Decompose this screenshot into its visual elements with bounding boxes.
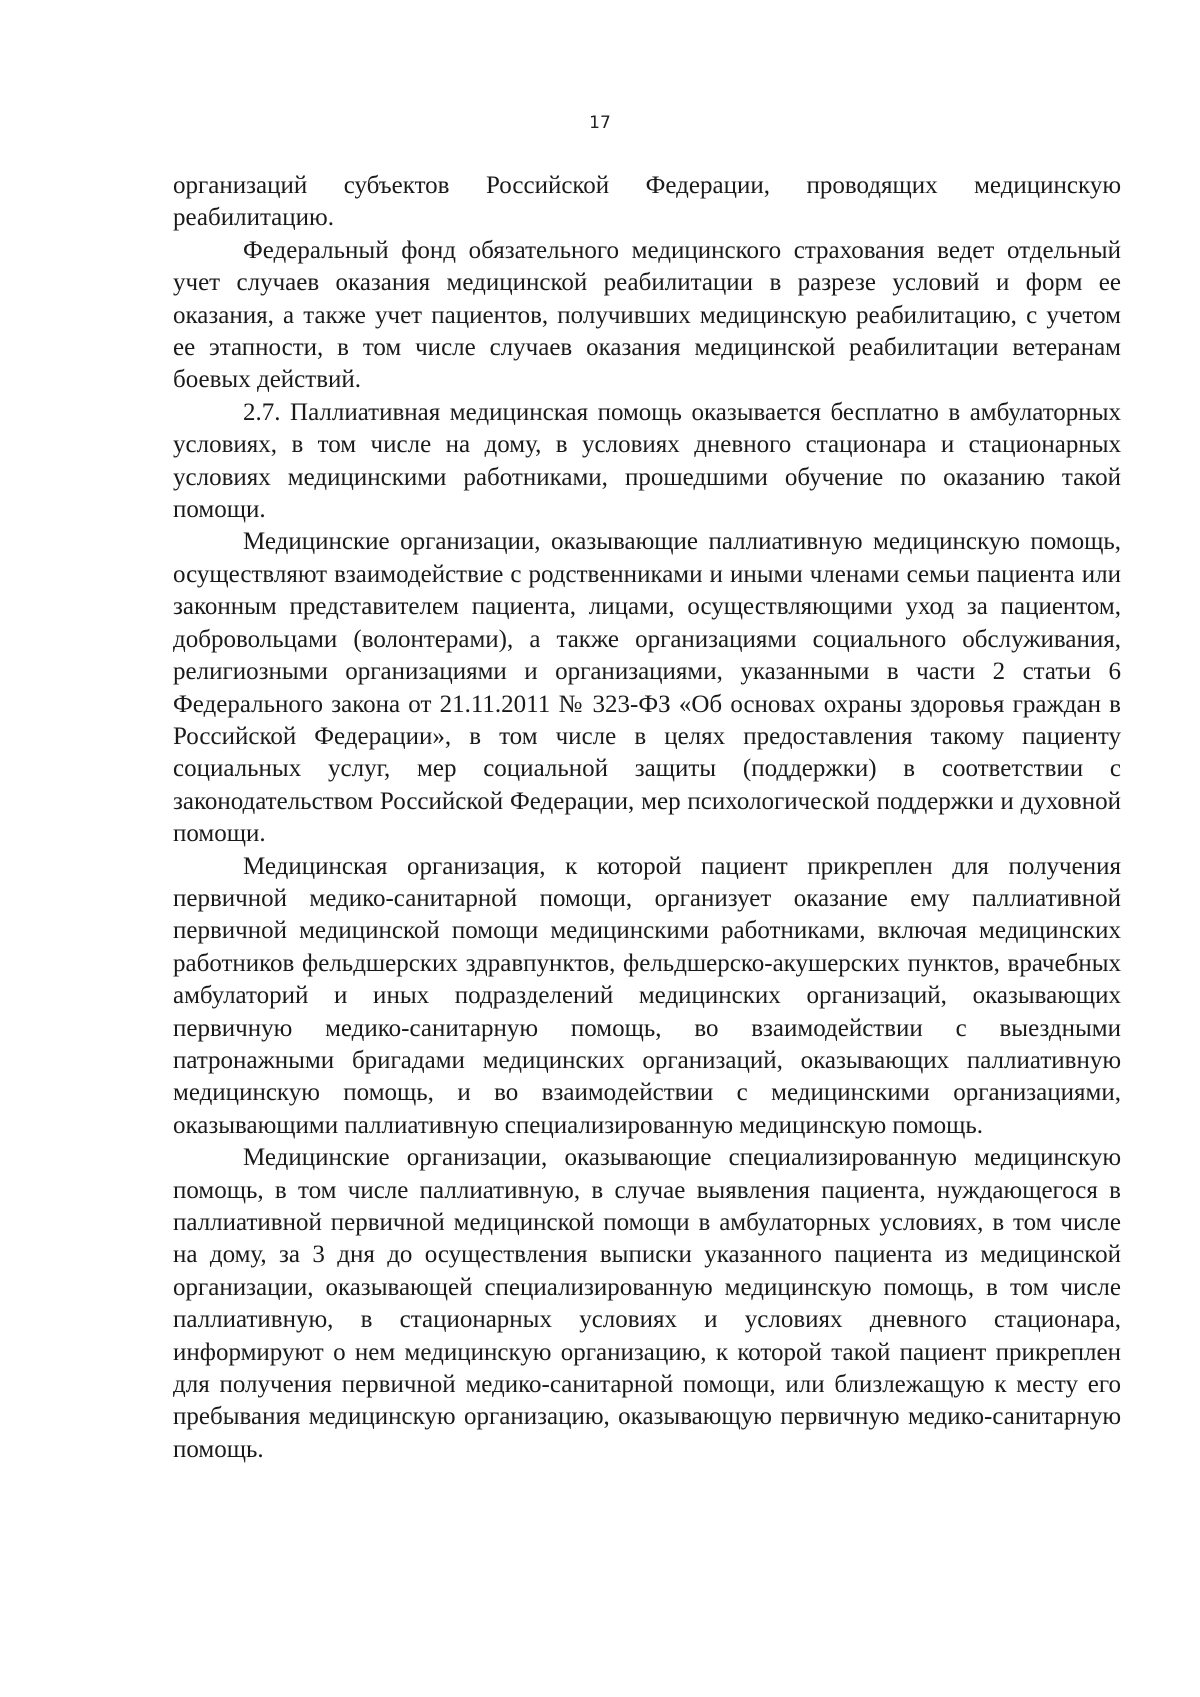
page-number: 17 [589, 113, 611, 133]
document-body [173, 170, 1121, 1466]
paragraph-primary-care-organization: Медицинская организация, к которой пациент прикреплен для получения первичной медико-санитарной помощи, организует оказание ему паллиативной первичной медицинской помощи медицинскими работниками, включая медицинских работников фельдшерских здравпунктов, фельдшерско-акушерских пунктов, врачебных амбулаторий и иных подразделений медицинских организаций, оказывающих первичную медико-санитарную помощь, во взаимодействии с выездными патронажными бригадами медицинских организаций, оказывающих паллиативную медицинскую помощь, и во взаимодействии с медицинскими организациями, оказывающими паллиативную специализированную медицинскую помощь. [173, 852, 1121, 1139]
paragraph-ffoms-accounting: Федеральный фонд обязательного медицинского страхования ведет отдельный учет случаев оказания медицинской реабилитации в разрезе условий и форм ее оказания, а также учет пациентов, получивших медицинскую реабилитацию, с учетом ее этапности, в том числе случаев оказания медицинской реабилитации ветеранам боевых действий. [173, 236, 1121, 394]
paragraph-palliative-cooperation: Медицинские организации, оказывающие паллиативную медицинскую помощь, осуществляют взаимодействие с родственниками и иными членами семьи пациента или законным представителем пациента, лицами, осуществляющими уход за пациентом, добровольцами (волонтерами), а также организациями социального обслуживания, религиозными организациями и организациями, указанными в части 2 статьи 6 Федерального закона от 21.11.2011 № 323-ФЗ «Об основах охраны здоровья граждан в Российской Федерации», в том числе в целях предоставления такому пациенту социальных услуг, мер социальной защиты (поддержки) в соответствии с законодательством Российской Федерации, мер психологической поддержки и духовной помощи. [173, 528, 1121, 848]
paragraph-section-2-7: 2.7. Паллиативная медицинская помощь оказывается бесплатно в амбулаторных условиях, в том числе на дому, в условиях дневного стационара и стационарных условиях медицинскими работниками, прошедшими обучение по оказанию такой помощи. [173, 398, 1121, 524]
paragraph-continuation: организаций субъектов Российской Федерации, проводящих медицинскую реабилитацию. [173, 172, 1121, 232]
paragraph-specialized-care-notification: Медицинские организации, оказывающие специализированную медицинскую помощь, в том числе паллиативную, в случае выявления пациента, нуждающегося в паллиативной первичной медицинской помощи в амбулаторных условиях, в том числе на дому, за 3 дня до осуществления выписки указанного пациента из медицинской организации, оказывающей специализированную медицинскую помощь, в том числе паллиативную, в стационарных условиях и условиях дневного стационара, информируют о нем медицинскую организацию, к которой такой пациент прикреплен для получения первичной медико-санитарной помощи, или близлежащую к месту его пребывания медицинскую организацию, оказывающую первичную медико-санитарную помощь. [173, 1144, 1121, 1463]
